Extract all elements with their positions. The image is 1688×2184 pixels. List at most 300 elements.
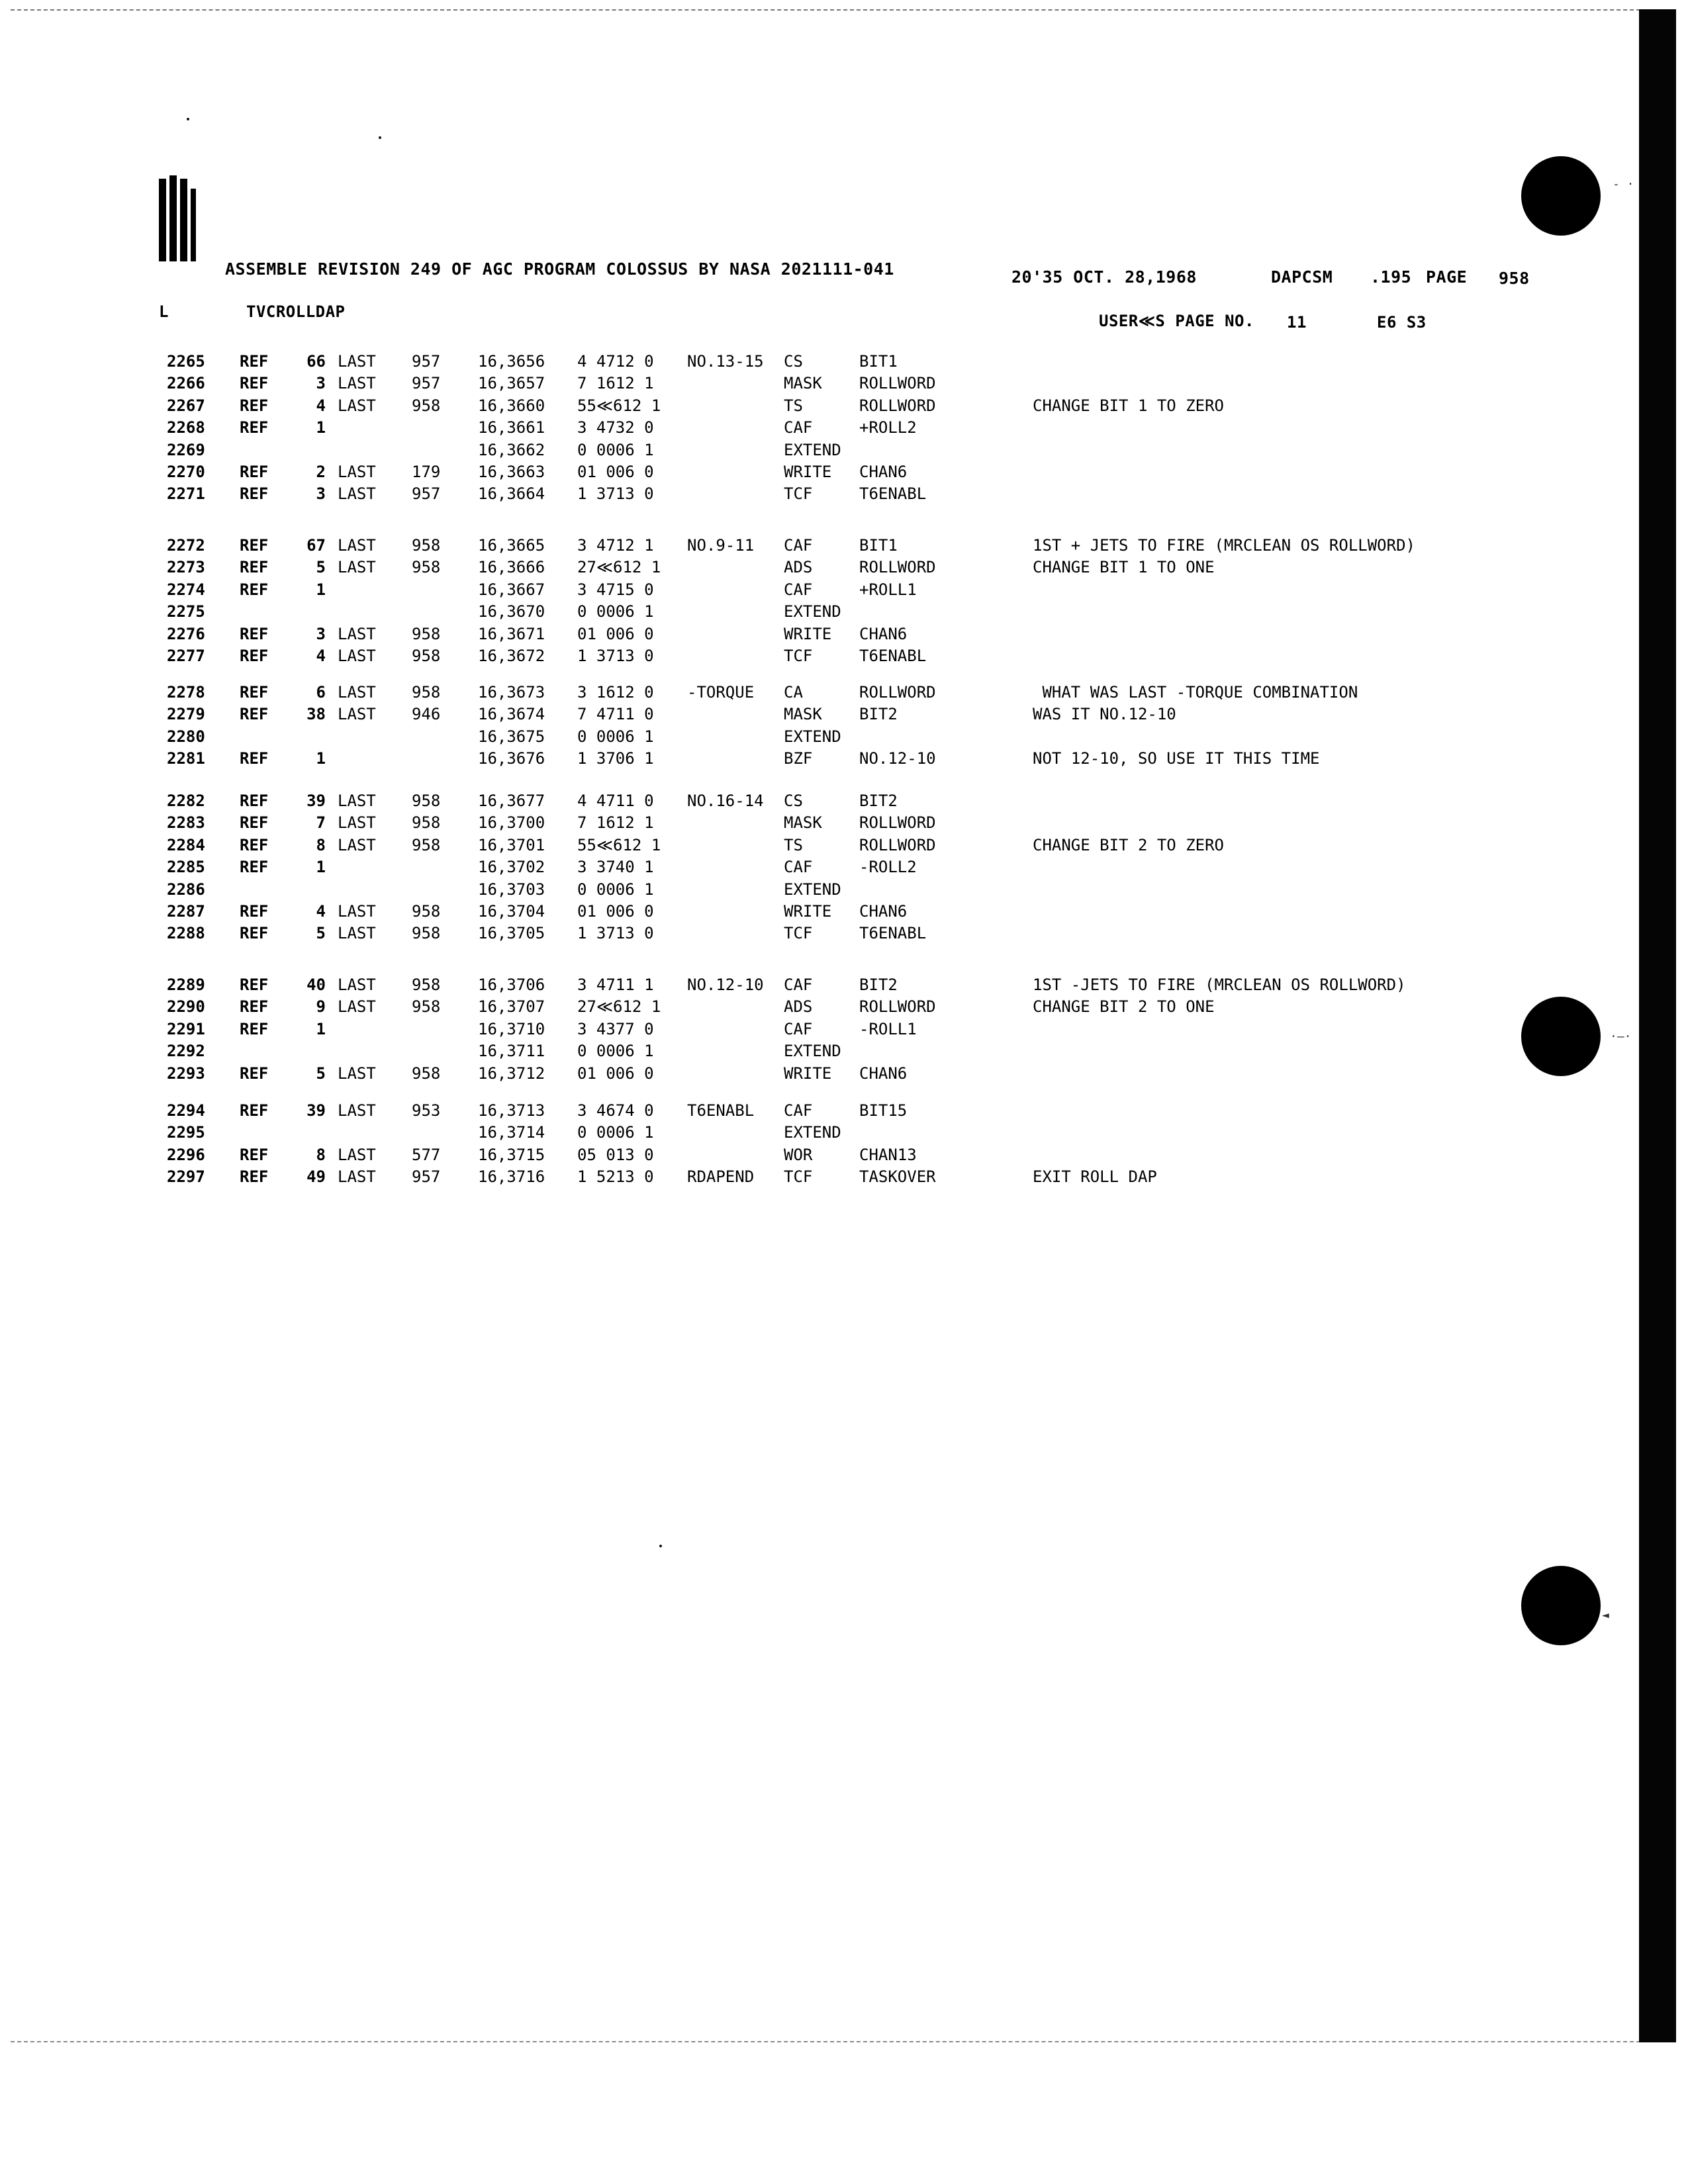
cell-cmt: WAS IT NO.12-10 [1033,705,1176,724]
cell-cnt: 1 [316,580,326,599]
cell-ref: REF [240,463,269,481]
cell-addr: 16,3712 [478,1064,545,1083]
cell-op: TS [784,835,803,854]
cell-addr: 16,3663 [478,463,545,481]
cell-opd: CHAN6 [859,1064,908,1083]
cell-code: 0 0006 1 [577,440,654,459]
cell-cnt: 39 [306,792,326,810]
cell-last: LAST [338,1064,376,1083]
cell-ref: REF [240,396,269,415]
cell-op: CS [784,352,803,371]
cell-code: 55≪612 1 [577,835,661,854]
cell-last: LAST [338,536,376,555]
cell-addr: 16,3665 [478,536,545,555]
cell-cmt: CHANGE BIT 1 TO ONE [1033,558,1215,577]
cell-code: 7 1612 1 [577,813,654,833]
cell-cmt: EXIT ROLL DAP [1033,1167,1157,1187]
cell-opd: BIT2 [859,976,898,994]
cell-ref: REF [240,902,269,921]
cell-ref: REF [240,352,269,371]
job-name: DAPCSM [1271,267,1333,287]
cell-addr: 16,3676 [478,749,545,768]
cell-num: 2267 [167,396,205,415]
cell-code: 01 006 0 [577,624,654,643]
cell-addr: 16,3672 [478,647,545,665]
cell-code: 3 3740 1 [577,858,654,877]
cell-cmt: CHANGE BIT 2 TO ZERO [1033,835,1224,854]
cell-cnt: 8 [316,835,326,854]
cell-op: WRITE [784,1064,832,1083]
cell-cmt: CHANGE BIT 2 TO ONE [1033,997,1215,1017]
cell-num: 2272 [167,536,205,555]
cell-addr: 16,3710 [478,1019,545,1038]
listing-row [0,373,1589,394]
cell-cnt: 67 [306,536,326,555]
cell-addr: 16,3706 [478,976,545,994]
cell-ref: REF [240,976,269,994]
cell-code: 7 4711 0 [577,705,654,724]
listing-row [0,1040,1589,1062]
cell-last: LAST [338,352,376,371]
cell-num: 2284 [167,835,205,854]
cell-ref: REF [240,1064,269,1083]
cell-code: 01 006 0 [577,463,654,481]
cell-opd: BIT1 [859,352,898,371]
cell-num: 2274 [167,580,205,599]
cell-lbl: NO.13-15 [687,352,764,371]
cell-cnt: 4 [316,647,326,665]
listing-row [0,535,1589,556]
cell-op: CS [784,792,803,810]
cell-pg: 958 [412,902,441,921]
cell-code: 27≪612 1 [577,558,661,577]
cell-addr: 16,3701 [478,835,545,854]
cell-addr: 16,3714 [478,1123,545,1142]
cell-op: EXTEND [784,602,841,621]
cell-num: 2268 [167,418,205,437]
cell-last: LAST [338,813,376,833]
cell-ref: REF [240,418,269,437]
cell-op: WRITE [784,624,832,643]
cell-addr: 16,3700 [478,813,545,833]
listing-row [0,579,1589,600]
cell-op: EXTEND [784,880,841,899]
listing-row [0,557,1589,578]
cell-pg: 958 [412,683,441,702]
cell-num: 2278 [167,683,205,702]
cell-num: 2285 [167,858,205,877]
cell-op: MASK [784,705,822,724]
page-number: 958 [1499,269,1530,288]
cell-last: LAST [338,558,376,577]
cell-num: 2276 [167,624,205,643]
cell-num: 2286 [167,880,205,899]
cell-ref: REF [240,558,269,577]
cell-addr: 16,3657 [478,374,545,393]
cell-cmt: NOT 12-10, SO USE IT THIS TIME [1033,749,1320,768]
listing-row [0,835,1589,856]
cell-code: 0 0006 1 [577,880,654,899]
cell-pg: 946 [412,705,441,724]
listing-row [0,856,1589,878]
cell-ref: REF [240,484,269,504]
cell-addr: 16,3666 [478,558,545,577]
cell-cnt: 3 [316,374,326,393]
cell-addr: 16,3715 [478,1145,545,1164]
cell-num: 2287 [167,902,205,921]
cell-pg: 577 [412,1145,441,1164]
cell-opd: -ROLL1 [859,1019,917,1038]
cell-last: LAST [338,484,376,504]
cell-code: 0 0006 1 [577,1123,654,1142]
speck [187,118,189,120]
punch-hole-top [1521,156,1601,236]
cell-addr: 16,3703 [478,880,545,899]
speck [379,136,381,139]
cell-cnt: 1 [316,1019,326,1038]
listing-row [0,996,1589,1017]
cell-addr: 16,3707 [478,997,545,1017]
cell-ref: REF [240,374,269,393]
cell-ref: REF [240,792,269,810]
cell-num: 2296 [167,1145,205,1164]
cell-op: CAF [784,580,813,599]
cell-last: LAST [338,1101,376,1120]
cell-op: TCF [784,1167,813,1187]
hole-mark: ·—· [1610,1030,1632,1044]
cell-pg: 958 [412,997,441,1017]
listing-row [0,601,1589,622]
cell-opd: CHAN6 [859,902,908,921]
cell-num: 2282 [167,792,205,810]
listing-row [0,923,1589,944]
cell-code: 1 3713 0 [577,647,654,665]
cell-num: 2273 [167,558,205,577]
cell-addr: 16,3662 [478,440,545,459]
cell-cnt: 9 [316,997,326,1017]
cell-op: CAF [784,858,813,877]
cell-pg: 179 [412,463,441,481]
cell-cnt: 39 [306,1101,326,1120]
cell-op: TCF [784,647,813,665]
cell-ref: REF [240,924,269,943]
cell-cnt: 6 [316,683,326,702]
cell-op: TCF [784,484,813,504]
listing-row [0,812,1589,833]
cell-num: 2292 [167,1042,205,1061]
cell-addr: 16,3673 [478,683,545,702]
cell-addr: 16,3713 [478,1101,545,1120]
logo [159,175,205,261]
cell-opd: T6ENABL [859,647,927,665]
cell-op: ADS [784,558,813,577]
cell-addr: 16,3704 [478,902,545,921]
listing-row [0,901,1589,922]
page-label: PAGE [1426,267,1468,287]
cell-cnt: 49 [306,1167,326,1187]
cell-ref: REF [240,580,269,599]
listing-title: ASSEMBLE REVISION 249 OF AGC PROGRAM COLOSSUS BY NASA 2021111-041 [225,259,894,279]
cell-code: 3 4711 1 [577,976,654,994]
cell-num: 2283 [167,813,205,833]
cell-op: WRITE [784,902,832,921]
cell-opd: ROLLWORD [859,558,936,577]
cell-pg: 958 [412,396,441,415]
cell-ref: REF [240,624,269,643]
cell-addr: 16,3661 [478,418,545,437]
section-name: TVCROLLDAP [246,302,346,321]
cell-opd: BIT15 [859,1101,908,1120]
cell-lbl: NO.12-10 [687,976,764,994]
cell-code: 01 006 0 [577,902,654,921]
cell-op: CAF [784,1019,813,1038]
cell-num: 2294 [167,1101,205,1120]
cell-addr: 16,3660 [478,396,545,415]
cell-op: MASK [784,374,822,393]
cell-code: 0 0006 1 [577,727,654,746]
cell-opd: TASKOVER [859,1167,936,1187]
cell-op: TCF [784,924,813,943]
cell-addr: 16,3667 [478,580,545,599]
cell-lbl: -TORQUE [687,683,755,702]
cell-last: LAST [338,902,376,921]
cell-num: 2277 [167,647,205,665]
cell-ref: REF [240,997,269,1017]
listing-row [0,461,1589,482]
hole-mark: ◄ [1602,1608,1609,1622]
cell-num: 2280 [167,727,205,746]
cell-addr: 16,3675 [478,727,545,746]
cell-opd: ROLLWORD [859,396,936,415]
cell-cnt: 40 [306,976,326,994]
cell-num: 2297 [167,1167,205,1187]
cell-num: 2291 [167,1019,205,1038]
cell-opd: ROLLWORD [859,374,936,393]
cell-opd: T6ENABL [859,924,927,943]
cell-addr: 16,3664 [478,484,545,504]
cell-num: 2293 [167,1064,205,1083]
cell-cmt: WHAT WAS LAST -TORQUE COMBINATION [1033,683,1358,702]
cell-cnt: 66 [306,352,326,371]
cell-pg: 957 [412,352,441,371]
cell-last: LAST [338,835,376,854]
cell-ref: REF [240,835,269,854]
cell-cnt: 5 [316,558,326,577]
cell-last: LAST [338,705,376,724]
cell-code: 1 3706 1 [577,749,654,768]
cell-code: 3 4712 1 [577,536,654,555]
cell-addr: 16,3702 [478,858,545,877]
cell-addr: 16,3656 [478,352,545,371]
cell-cnt: 1 [316,749,326,768]
cell-op: BZF [784,749,813,768]
listing-row [0,748,1589,769]
cell-cnt: 4 [316,396,326,415]
cell-opd: ROLLWORD [859,683,936,702]
cell-op: ADS [784,997,813,1017]
cell-pg: 958 [412,647,441,665]
cell-opd: BIT2 [859,705,898,724]
cell-num: 2295 [167,1123,205,1142]
cell-ref: REF [240,705,269,724]
cell-opd: +ROLL2 [859,418,917,437]
cell-num: 2269 [167,440,205,459]
listing-row [0,1166,1589,1187]
listing-row [0,351,1589,372]
cell-last: LAST [338,1145,376,1164]
cell-code: 1 3713 0 [577,924,654,943]
cell-code: 0 0006 1 [577,602,654,621]
cell-code: 7 1612 1 [577,374,654,393]
cell-last: LAST [338,374,376,393]
cell-pg: 958 [412,792,441,810]
cell-code: 0 0006 1 [577,1042,654,1061]
cell-lbl: RDAPEND [687,1167,755,1187]
listing-row [0,1063,1589,1084]
job-number: .195 [1370,267,1412,287]
cell-cnt: 1 [316,858,326,877]
cell-opd: NO.12-10 [859,749,936,768]
cell-op: CA [784,683,803,702]
listing-row [0,879,1589,900]
cell-cmt: 1ST + JETS TO FIRE (MRCLEAN OS ROLLWORD) [1033,536,1415,555]
cell-code: 3 4377 0 [577,1019,654,1038]
cell-opd: BIT1 [859,536,898,555]
cell-num: 2288 [167,924,205,943]
cell-pg: 953 [412,1101,441,1120]
cell-pg: 957 [412,484,441,504]
cell-op: CAF [784,536,813,555]
listing-row [0,1019,1589,1040]
right-edge-bar [1639,9,1676,2042]
cell-op: EXTEND [784,440,841,459]
cell-ref: REF [240,1167,269,1187]
cell-opd: ROLLWORD [859,835,936,854]
cell-code: 3 4732 0 [577,418,654,437]
cell-pg: 958 [412,536,441,555]
cell-addr: 16,3677 [478,792,545,810]
cell-op: EXTEND [784,1123,841,1142]
cell-opd: ROLLWORD [859,813,936,833]
cell-op: WOR [784,1145,813,1164]
listing-row [0,726,1589,747]
cell-num: 2270 [167,463,205,481]
cell-pg: 958 [412,835,441,854]
cell-op: EXTEND [784,727,841,746]
listing-row [0,395,1589,416]
cell-num: 2279 [167,705,205,724]
listing-row [0,483,1589,504]
cell-cmt: CHANGE BIT 1 TO ZERO [1033,396,1224,415]
cell-num: 2271 [167,484,205,504]
cell-addr: 16,3674 [478,705,545,724]
speck [659,1545,662,1547]
cell-opd: -ROLL2 [859,858,917,877]
timestamp: 20'35 OCT. 28,1968 [1011,267,1197,287]
cell-pg: 958 [412,1064,441,1083]
listing-row [0,790,1589,811]
cell-num: 2266 [167,374,205,393]
cell-ref: REF [240,536,269,555]
cell-op: EXTEND [784,1042,841,1061]
cell-ref: REF [240,683,269,702]
cell-num: 2275 [167,602,205,621]
cell-code: 4 4711 0 [577,792,654,810]
cell-code: 27≪612 1 [577,997,661,1017]
punch-hole-bottom [1521,1566,1601,1645]
cell-num: 2265 [167,352,205,371]
cell-lbl: T6ENABL [687,1101,755,1120]
cell-cnt: 2 [316,463,326,481]
cell-lbl: NO.16-14 [687,792,764,810]
cell-opd: CHAN6 [859,624,908,643]
cell-last: LAST [338,647,376,665]
cell-addr: 16,3711 [478,1042,545,1061]
listing-row [0,417,1589,438]
cell-ref: REF [240,1145,269,1164]
cell-cnt: 4 [316,902,326,921]
cell-num: 2281 [167,749,205,768]
cell-num: 2290 [167,997,205,1017]
cell-code: 4 4712 0 [577,352,654,371]
cell-last: LAST [338,1167,376,1187]
listing-row [0,974,1589,995]
user-page-label: USER≪S PAGE NO. [1099,312,1254,330]
cell-num: 2289 [167,976,205,994]
cell-last: LAST [338,997,376,1017]
cell-code: 55≪612 1 [577,396,661,415]
listing-row [0,1100,1589,1121]
cell-code: 3 4715 0 [577,580,654,599]
cell-ref: REF [240,1101,269,1120]
column-l: L [159,302,169,321]
cell-ref: REF [240,813,269,833]
cell-cnt: 8 [316,1145,326,1164]
cell-last: LAST [338,624,376,643]
cell-pg: 957 [412,1167,441,1187]
cell-op: MASK [784,813,822,833]
cell-ref: REF [240,1019,269,1038]
cell-opd: ROLLWORD [859,997,936,1017]
cell-ref: REF [240,858,269,877]
cell-pg: 958 [412,976,441,994]
user-page-number: 11 [1287,313,1307,332]
cell-addr: 16,3670 [478,602,545,621]
listing-row [0,1122,1589,1143]
listing-row [0,623,1589,645]
cell-last: LAST [338,683,376,702]
listing-row [0,682,1589,703]
cell-code: 1 5213 0 [577,1167,654,1187]
cell-ref: REF [240,749,269,768]
cell-op: WRITE [784,463,832,481]
cell-last: LAST [338,463,376,481]
listing-row [0,704,1589,725]
cell-addr: 16,3671 [478,624,545,643]
listing-row [0,439,1589,461]
cell-cnt: 1 [316,418,326,437]
cell-code: 3 4674 0 [577,1101,654,1120]
cell-pg: 958 [412,813,441,833]
cell-cnt: 38 [306,705,326,724]
cell-cnt: 5 [316,924,326,943]
cell-cnt: 3 [316,484,326,504]
cell-lbl: NO.9-11 [687,536,755,555]
cell-op: CAF [784,976,813,994]
cell-op: TS [784,396,803,415]
listing-row [0,645,1589,666]
cell-cnt: 3 [316,624,326,643]
